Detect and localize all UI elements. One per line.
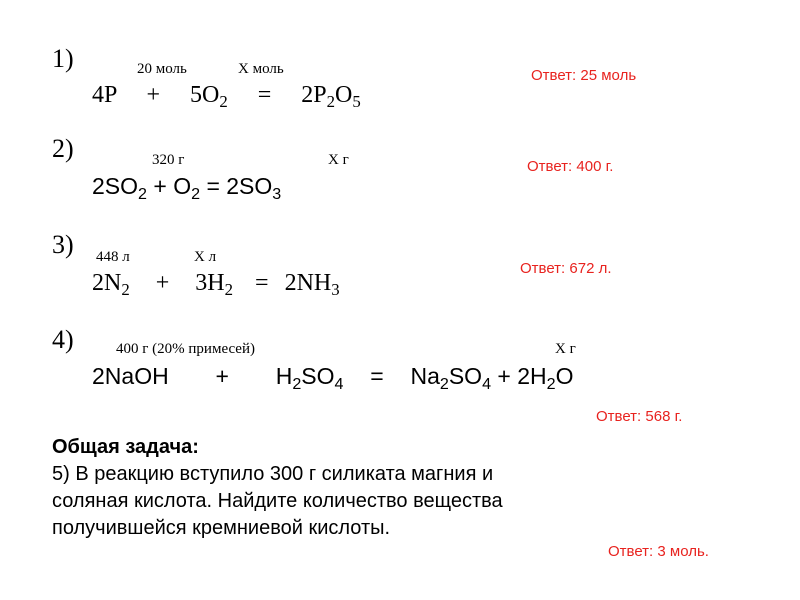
problem-2-equation: [92, 173, 282, 203]
problem-2-answer: Ответ: 400 г.: [527, 158, 614, 175]
eq-term: $2SO_3$: [226, 173, 282, 203]
eq-term: $2P_2O_5$: [301, 82, 361, 112]
problem-3-given-right: X л: [194, 249, 217, 265]
problem-3-equation: [92, 270, 340, 300]
problem-1-number: 1): [52, 44, 74, 73]
problem-4-given-right: X г: [555, 341, 576, 357]
eq-plus: +: [215, 363, 229, 389]
general-task: [52, 434, 692, 542]
eq-equals: =: [370, 363, 384, 389]
eq-term: 2NaOH: [92, 363, 169, 389]
general-task-answer: Ответ: 3 моль.: [608, 543, 709, 560]
eq-term: $2SO_2$: [92, 173, 147, 203]
eq-equals: =: [255, 270, 269, 296]
problem-4-number: 4): [52, 325, 74, 354]
eq-plus: +: [497, 363, 511, 389]
eq-term: $3H_2$: [195, 270, 234, 300]
problem-1-answer: Ответ: 25 моль: [531, 67, 637, 84]
eq-plus: +: [153, 173, 167, 199]
problem-3-number: 3): [52, 230, 74, 259]
problem-1-given-left: 20 моль: [137, 61, 187, 77]
general-task-line: получившейся кремниевой кислоты.: [52, 517, 391, 539]
problem-3-answer: Ответ: 672 л.: [520, 260, 612, 277]
eq-term: 4P: [92, 82, 117, 108]
problem-4-answer: Ответ: 568 г.: [596, 408, 683, 425]
eq-term: $2NH_3$: [284, 270, 340, 300]
eq-equals: =: [206, 173, 220, 199]
problem-3-given-left: 448 л: [96, 249, 130, 265]
problem-2-given-left: 320 г: [152, 152, 185, 168]
problem-2-number: 2): [52, 134, 74, 163]
general-task-title: Общая задача:: [52, 436, 199, 458]
problem-4-equation: [92, 363, 574, 393]
eq-equals: =: [257, 82, 272, 108]
eq-term: $O_2$: [173, 173, 201, 203]
eq-term: $2N_2$: [92, 270, 130, 300]
eq-term: $H_2SO_4$: [275, 363, 344, 393]
problem-4-given-left: 400 г (20% примесей): [116, 341, 255, 357]
eq-term: $2H_2O$: [517, 363, 574, 393]
eq-term: $5O_2$: [190, 82, 228, 112]
problem-1-given-right: X моль: [238, 61, 284, 77]
problem-2-given-right: X г: [328, 152, 349, 168]
general-task-line: соляная кислота. Найдите количество вещества: [52, 490, 503, 512]
general-task-line: 5) В реакцию вступило 300 г силиката магния и: [52, 463, 494, 485]
eq-term: $Na_2SO_4$: [410, 363, 492, 393]
eq-plus: +: [155, 270, 170, 296]
eq-plus: +: [146, 82, 161, 108]
problem-1-equation: [92, 82, 361, 112]
